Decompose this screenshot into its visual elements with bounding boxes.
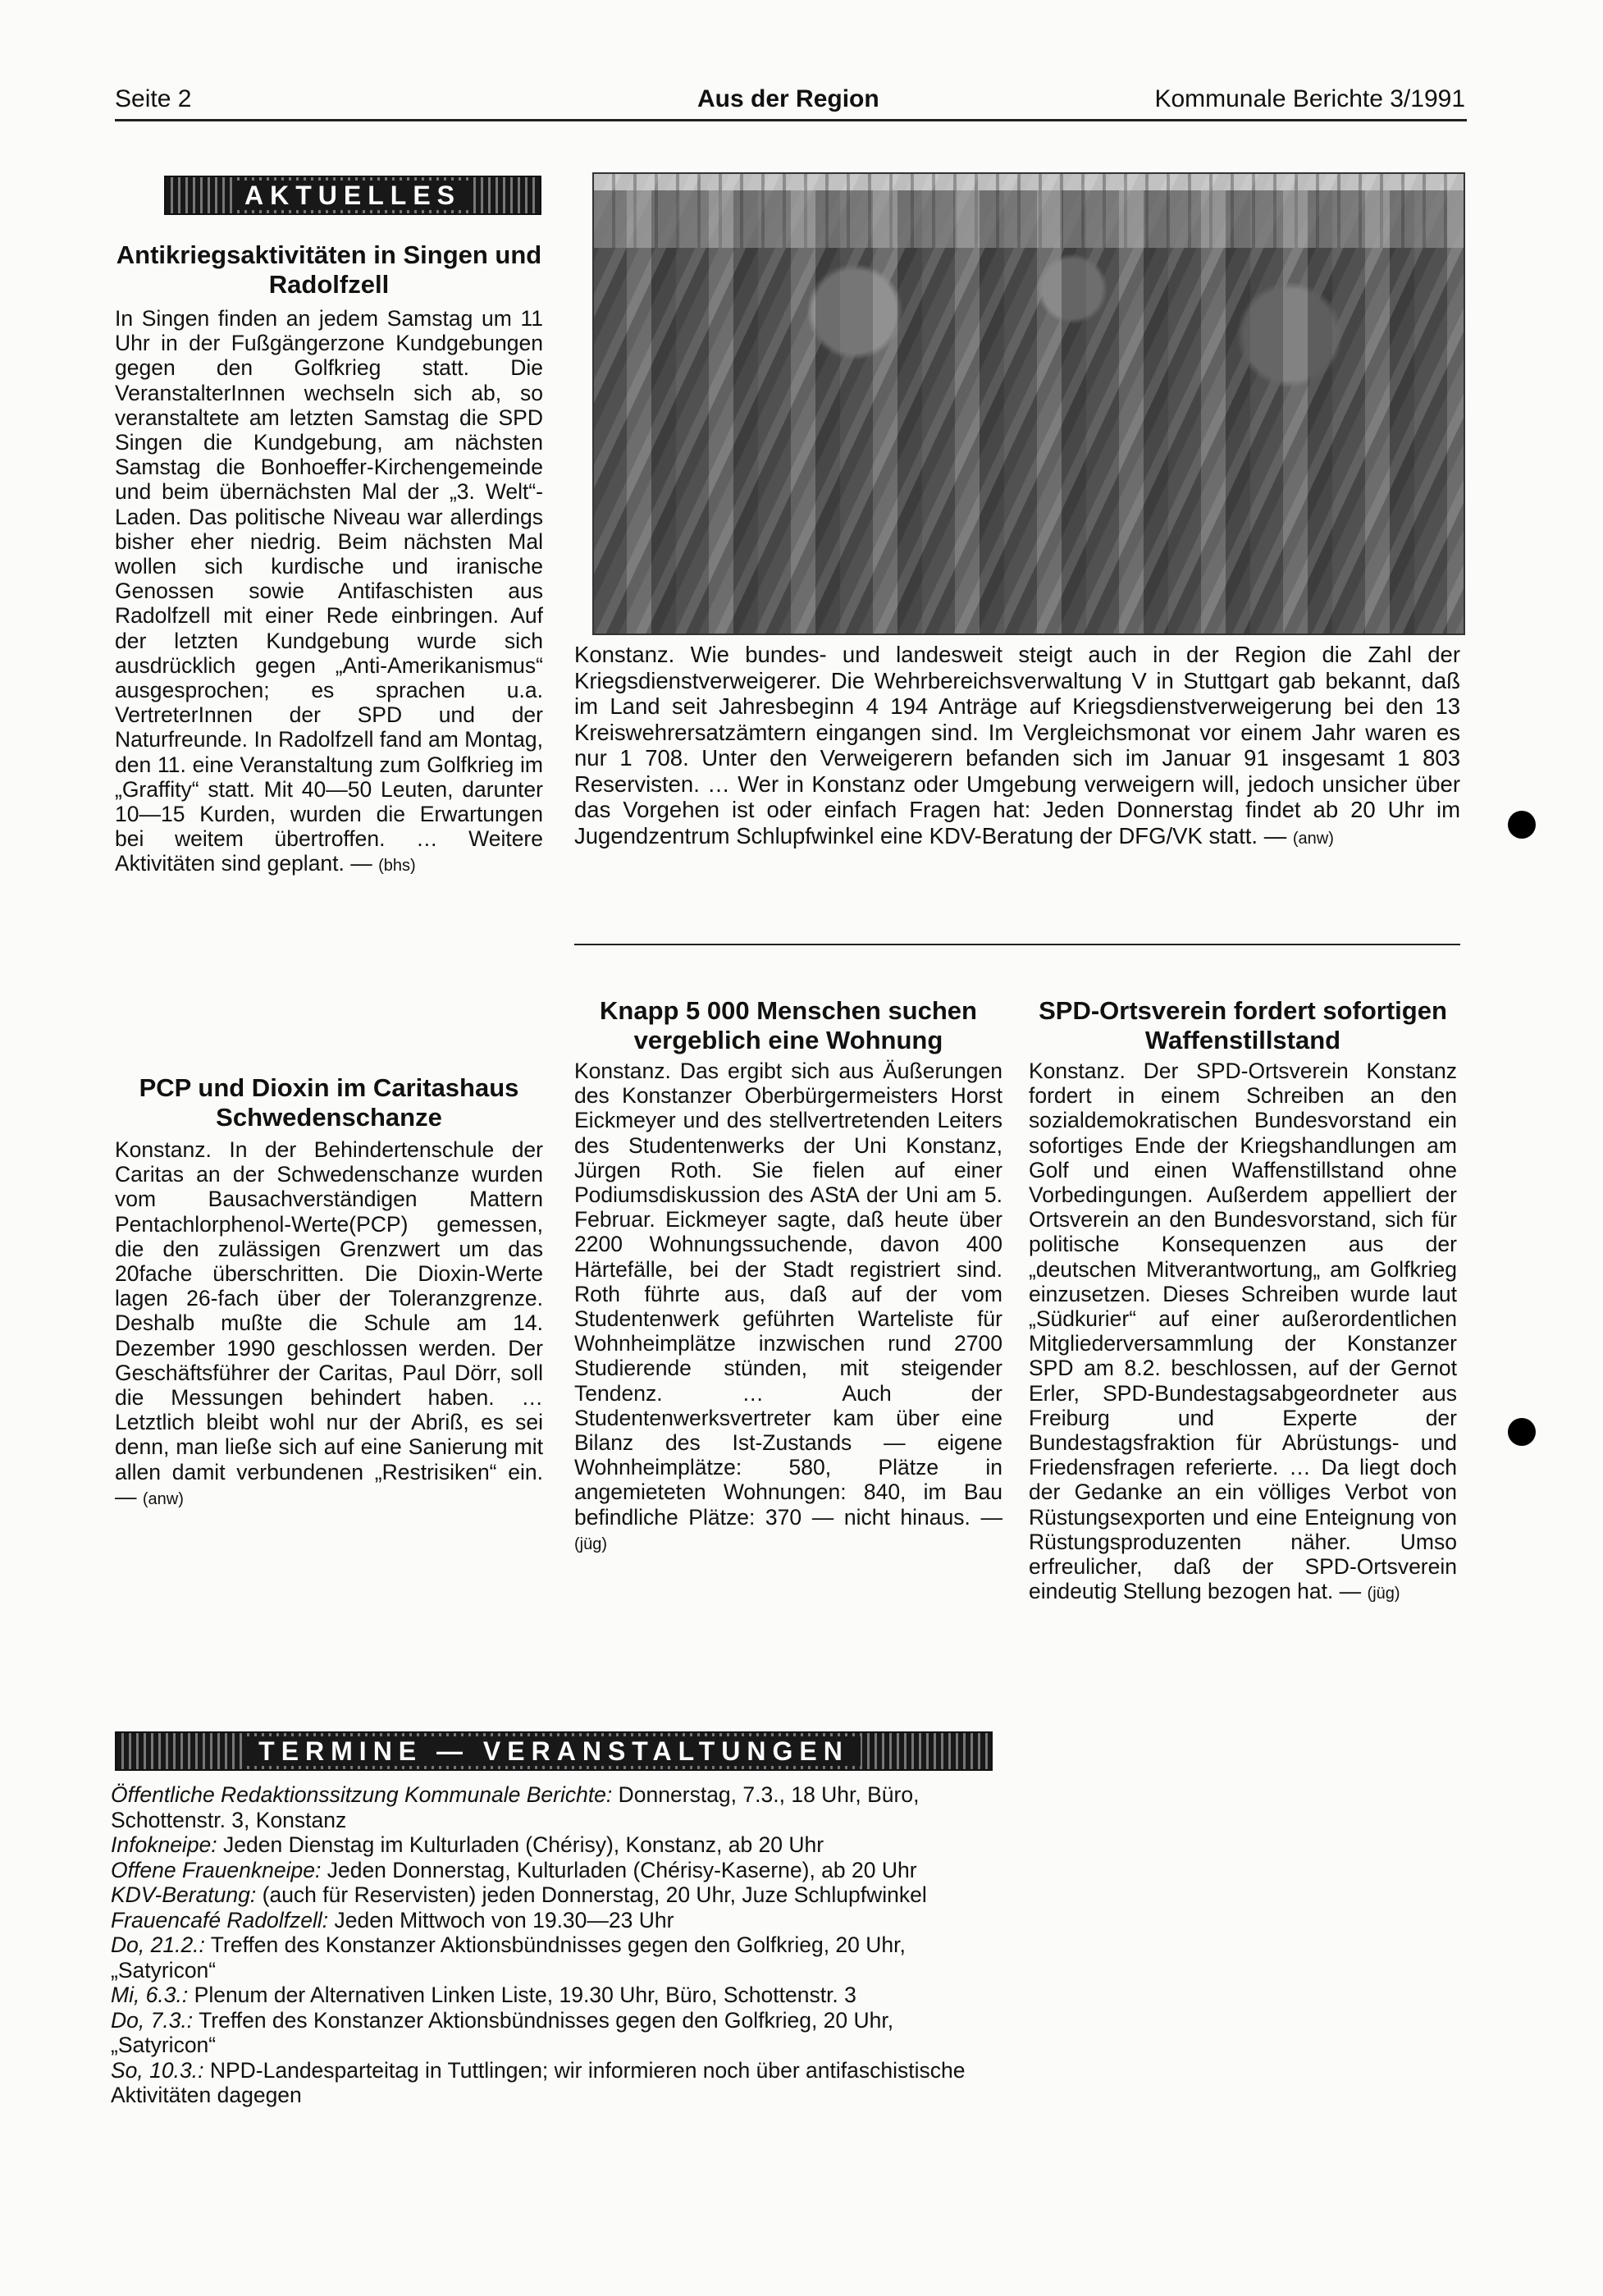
termin-item [111,2058,1002,2108]
punch-hole-top [1508,811,1536,839]
termin-text: Jeden Mittwoch von 19.30—23 Uhr [334,1907,674,1932]
article-wohnung [574,996,1002,1557]
article-spd-body [1029,1059,1457,1606]
termin-label: Frauencafé Radolfzell: [111,1907,329,1932]
article-pcp-dioxin-title: PCP und Dioxin im Caritashaus Schwedenschanze [139,1073,519,1132]
termin-text: (auch für Reservisten) jeden Donnerstag, 20 Uhr, Juze Schlupfwinkel [262,1882,927,1907]
article-antikrieg [115,240,543,879]
termin-item [111,1832,1002,1858]
termine-banner-label: TERMINE — VERANSTALTUNGEN [247,1736,861,1766]
termin-text: Jeden Donnerstag, Kulturladen (Chérisy-Kaserne), ab 20 Uhr [327,1857,917,1882]
article-spd-title: SPD-Ortsverein fordert sofortigen Waffenstillstand [1039,996,1447,1054]
termin-label: Mi, 6.3.: [111,1983,189,2007]
article-antikrieg-source: (bhs) [378,857,416,876]
termin-item [111,1782,1002,1832]
photo-caption-source: (anw) [1292,829,1334,848]
article-pcp-dioxin [115,1073,543,1512]
termin-label: Do, 21.2.: [111,1932,205,1957]
photo-crowd [594,190,1464,633]
article-wohnung-body [574,1059,1002,1557]
article-antikrieg-title: Antikriegsaktivitäten in Singen und Radolfzell [116,240,542,299]
caption-rule [574,944,1460,945]
section-title: Aus der Region [697,85,879,112]
article-pcp-dioxin-source: (anw) [142,1489,184,1508]
article-pcp-dioxin-body [115,1137,543,1512]
article-spd-source: (jüg) [1367,1585,1400,1603]
termin-text: Donnerstag, 7.3., 18 Uhr, Büro, Schottenstr. 3, Konstanz [111,1782,920,1832]
termin-item [111,1983,1002,2008]
termin-label: So, 10.3.: [111,2057,204,2083]
termine-list [111,1782,1002,2108]
termin-item [111,1882,1002,1908]
soldiers-photo [592,172,1465,635]
photo-caption-body [574,642,1460,852]
termin-text: Treffen des Konstanzer Aktionsbündnisses gegen den Golfkrieg, 20 Uhr, „Satyricon“ [111,1932,906,1983]
termin-label: Öffentliche Redaktionssitzung Kommunale Berichte: [111,1782,613,1807]
termin-item [111,2008,1002,2058]
photo-caption-text: Konstanz. Wie bundes- und landesweit steigt auch in der Region die Zahl der Kriegsdienstverweigerer. Die Wehrbereichsverwaltung V in Stuttgart gab bekannt, daß im Land seit Jahresbeginn 4 194 Anträge auf Kriegsdienstverweigerung bei den 13 Kreiswehrersatzämtern eingangen sind. Im Vergleichsmonat vor einem Jahr waren es nur 1 708. Unter den Verweigerern befanden sich im Januar 91 insgesamt 1 803 Reservisten. … Wer in Konstanz oder Umgebung verweigern will, jedoch unsicher über das Vorgehen ist oder einfach Fragen hat: Jeden Donnerstag findet ab 20 Uhr im Jugendzentrum Schlupfwinkel eine KDV-Beratung der DFG/VK statt. — [574,642,1460,848]
article-wohnung-title: Knapp 5 000 Menschen suchen vergeblich eine Wohnung [600,996,977,1054]
termin-label: Infokneipe: [111,1832,217,1857]
article-wohnung-source: (jüg) [574,1534,608,1553]
termin-item [111,1908,1002,1933]
termin-label: Offene Frauenkneipe: [111,1857,322,1882]
punch-hole-bottom [1508,1418,1536,1446]
termin-text: Plenum der Alternativen Linken Liste, 19.30 Uhr, Büro, Schottenstr. 3 [194,1983,856,2007]
header-rule [115,119,1467,121]
termin-label: KDV-Beratung: [111,1882,257,1907]
article-wohnung-text: Konstanz. Das ergibt sich aus Äußerungen des Konstanzer Oberbürgermeisters Horst Eickmeyer und des stellvertretenden Leiters des Studentenwerks der Uni Konstanz, Jürgen Roth. Sie fielen auf einer Podiumsdiskussion des AStA der Uni am 5. Februar. Eickmeyer sagte, daß heute über 2200 Wohnungssuchende, davon 400 Härtefälle, bei der Stadt registriert sind. Roth führte aus, daß auf der vom Studentenwerk geführten Warteliste für Wohnheimplätze inzwischen rund 2700 Studierende stünden, mit steigender Tendenz. … Auch der Studentenwerksvertreter kam über eine Bilanz des Ist-Zustands — eigene Wohnheimplätze: 580, Plätze in angemieteten Wohnungen: 840, im Bau befindliche Plätze: 370 — nicht hinaus. — [574,1059,1002,1530]
termin-item [111,1858,1002,1883]
aktuelles-banner [164,176,541,215]
aktuelles-banner-label: AKTUELLES [233,181,473,210]
article-antikrieg-text: In Singen finden an jedem Samstag um 11 Uhr in der Fußgängerzone Kundgebungen gegen den Golfkrieg statt. Die VeranstalterInnen wechseln sich ab, so veranstaltete am letzten Samstag die SPD Singen die Kundgebung, am nächsten Samstag die Bonhoeffer-Kirchengemeinde und beim übernächsten Mal der „3. Welt“-Laden. Das politische Niveau war allerdings bisher eher niedrig. Beim nächsten Mal wollen sich kurdische und iranische Genossen sowie Antifaschisten aus Radolfzell mit einer Rede einbringen. Auf der letzten Kundgebung wurde sich ausdrücklich gegen „Anti-Amerikanismus“ ausgesprochen; es sprachen u.a. VertreterInnen der SPD und der Naturfreunde. In Radolfzell fand am Montag, den 11. eine Veranstaltung zum Golfkrieg im „Graffity“ statt. Mit 40—50 Leuten, darunter 10—15 Kurden, wurden die Erwartungen bei weitem übertroffen. … Weitere Aktivitäten sind geplant. — [115,306,543,876]
photo-caption [574,642,1460,852]
termin-label: Do, 7.3.: [111,2007,194,2033]
termin-item [111,1932,1002,1983]
article-spd-text: Konstanz. Der SPD-Ortsverein Konstanz fordert in einem Schreiben an den sozialdemokratischen Bundesvorstand ein sofortiges Ende der Kriegshandlungen am Golf und einen Waffenstillstand ohne Vorbedingungen. Außerdem appelliert der Ortsverein an den Bundesvorstand, sich für politische Konsequenzen aus der „deutschen Mitverantwortung„ am Golfkrieg einzusetzen. Dieses Schreiben wurde laut „Südkurier“ auf einer außerordentlichen Mitgliederversammlung der Konstanzer SPD am 8.2. beschlossen, auf der Gernot Erler, SPD-Bundestagsabgeordneter aus Freiburg und Experte der Bundestagsfraktion für Abrüstungs- und Friedensfragen referierte. … Da liegt doch der Gedanke an ein völliges Verbot von Rüstungsexporten und eine Enteignung von Rüstungsproduzenten näher. Umso erfreulicher, daß der SPD-Ortsverein eindeutig Stellung bezogen hat. — [1029,1059,1457,1604]
article-pcp-dioxin-text: Konstanz. In der Behindertenschule der Caritas an der Schwedenschanze wurden vom Bausachverständigen Mattern Pentachlorphenol-Werte(PCP) gemessen, die den zulässigen Grenzwert um das 20fache überschritten. Die Dioxin-Werte lagen 26-fach über der Toleranzgrenze. Deshalb mußte die Schule am 14. Dezember 1990 geschlossen werden. Der Geschäftsführer der Caritas, Paul Dörr, soll die Messungen behindert haben. … Letztlich bleibt wohl nur der Abriß, es sei denn, man ließe sich auf eine Sanierung mit allen damit verbundenen „Restrisiken“ ein. — [115,1137,543,1509]
publication-issue: Kommunale Berichte 3/1991 [1154,85,1465,112]
termin-text: Jeden Dienstag im Kulturladen (Chérisy), Konstanz, ab 20 Uhr [223,1832,824,1857]
article-antikrieg-body [115,306,543,879]
page-number: Seite 2 [115,85,192,112]
termin-text: Treffen des Konstanzer Aktionsbündnisses gegen den Golfkrieg, 20 Uhr, „Satyricon“ [111,2007,894,2057]
article-spd [1029,996,1457,1606]
termin-text: NPD-Landesparteitag in Tuttlingen; wir informieren noch über antifaschistische Aktivitäten dagegen [111,2057,966,2107]
termine-banner [115,1731,993,1771]
